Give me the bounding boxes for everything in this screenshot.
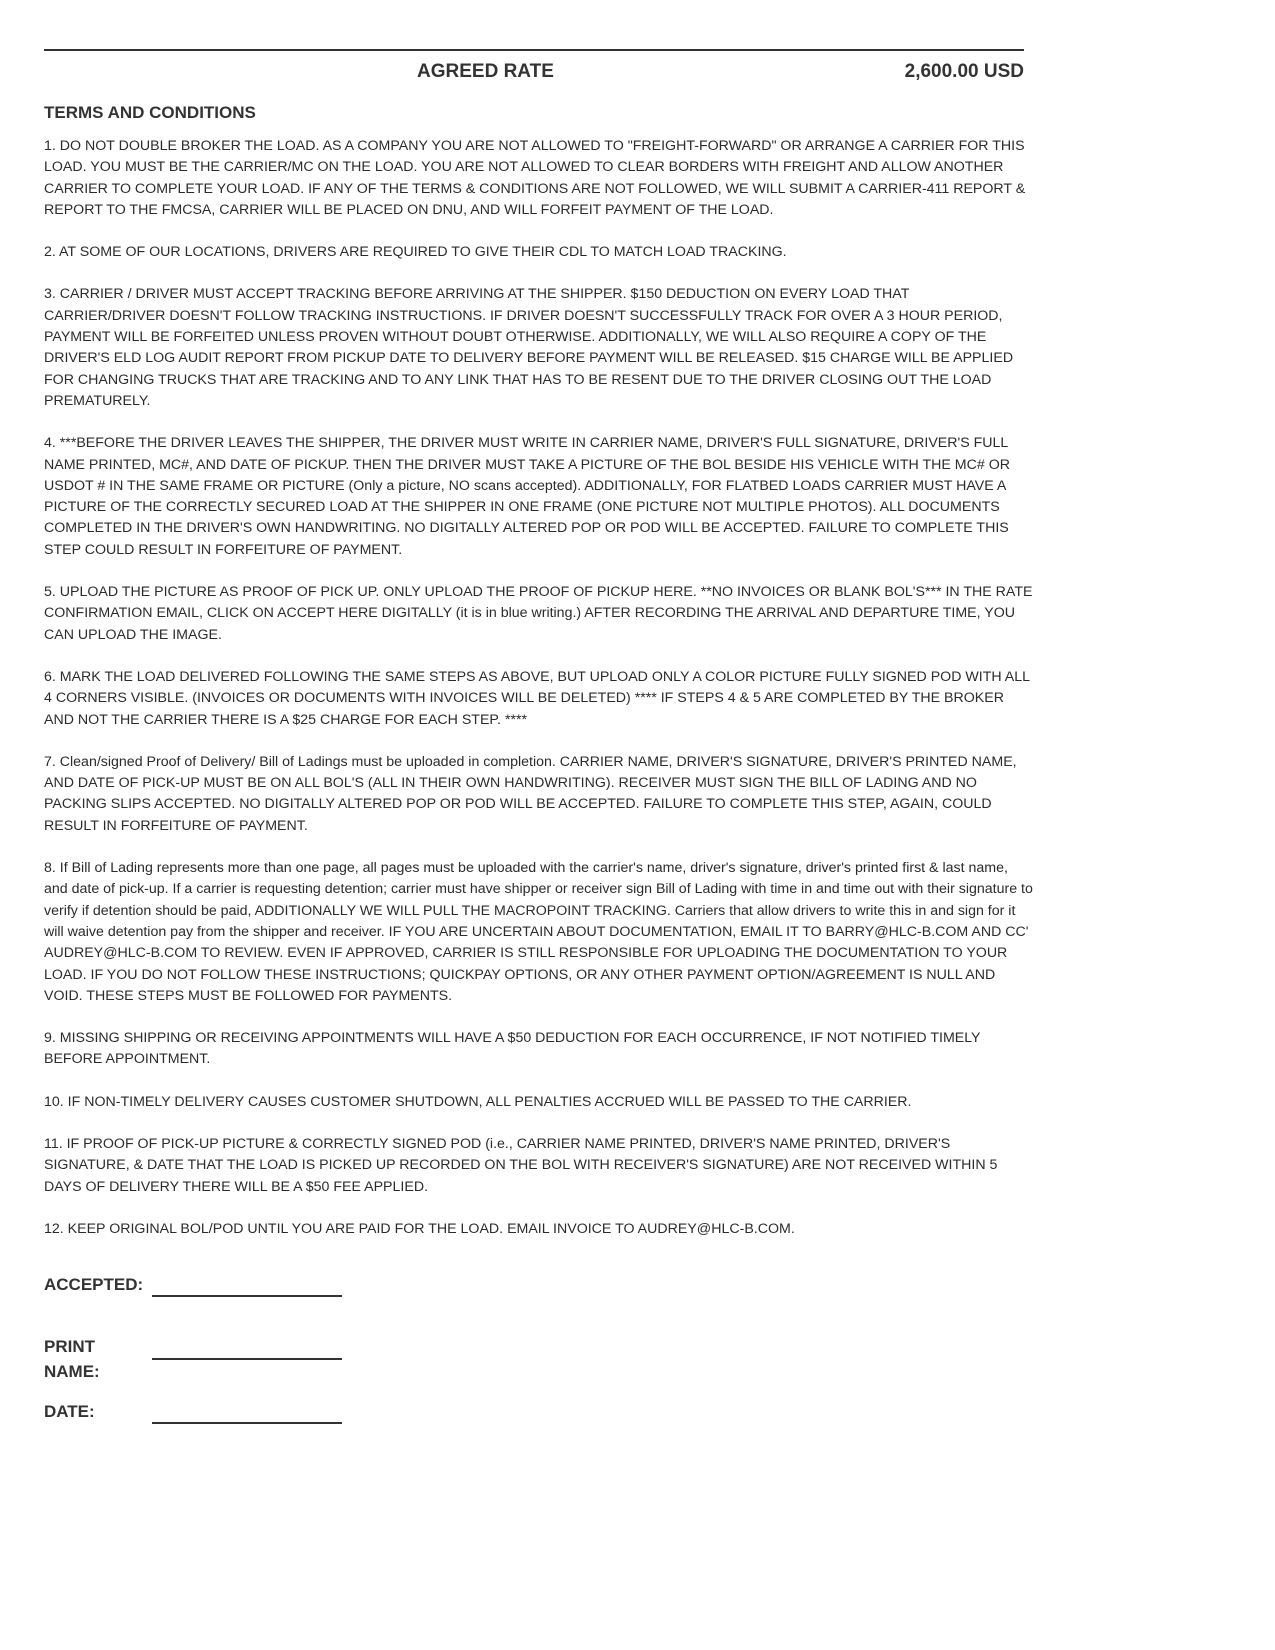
term-11: 11. IF PROOF OF PICK-UP PICTURE & CORRECTLY SIGNED POD (i.e., CARRIER NAME PRINTED, DRIVER'S NAME PRINTED, DRIVER'S SIGNATURE, & DATE THAT THE LOAD IS PICKED UP RECORDED ON THE BOL WITH RECEIVER'S SIGNATURE) ARE NOT RECEIVED WITHIN 5 DAYS OF DELIVERY THERE WILL BE A $50 FEE APPLIED. [44,1135,998,1195]
term-4: 4. ***BEFORE THE DRIVER LEAVES THE SHIPPER, THE DRIVER MUST WRITE IN CARRIER NAME, DRIVER'S FULL SIGNATURE, DRIVER'S FULL NAME PRINTED, MC#, AND DATE OF PICKUP. THEN THE DRIVER MUST TAKE A PICTURE OF THE BOL BESIDE HIS VEHICLE WITH THE MC# OR USDOT # IN THE SAME FRAME OR PICTURE (Only a picture, NO scans accepted). ADDITIONALLY, FOR FLATBED LOADS CARRIER MUST HAVE A PICTURE OF THE CORRECTLY SECURED LOAD AT THE SHIPPER IN ONE FRAME (ONE PICTURE NOT MULTIPLE PHOTOS). ALL DOCUMENTS COMPLETED IN THE DRIVER'S OWN HANDWRITING. NO DIGITALLY ALTERED POP OR POD WILL BE ACCEPTED. FAILURE TO COMPLETE THIS STEP COULD RESULT IN FORFEITURE OF PAYMENT. [44,435,1010,558]
agreed-rate-label: AGREED RATE [417,61,554,82]
term-1: 1. DO NOT DOUBLE BROKER THE LOAD. AS A COMPANY YOU ARE NOT ALLOWED TO "FREIGHT-FORWARD" OR ARRANGE A CARRIER FOR THIS LOAD. YOU MUST BE THE CARRIER/MC ON THE LOAD. YOU ARE NOT ALLOWED TO CLEAR BORDERS WITH FREIGHT AND ALLOW ANOTHER CARRIER TO COMPLETE YOUR LOAD. IF ANY OF THE TERMS & CONDITIONS ARE NOT FOLLOWED, WE WILL SUBMIT A CARRIER-411 REPORT & REPORT TO THE FMCSA, CARRIER WILL BE PLACED ON DNU, AND WILL FORFEIT PAYMENT OF THE LOAD. [44,138,1026,218]
print-name-label-line2: NAME: [44,1362,100,1381]
term-5: 5. UPLOAD THE PICTURE AS PROOF OF PICK UP. ONLY UPLOAD THE PROOF OF PICKUP HERE. **NO INVOICES OR BLANK BOL'S*** IN THE RATE CONFIRMATION EMAIL, CLICK ON ACCEPT HERE DIGITALLY (it is in blue writing.) AFTER RECORDING THE ARRIVAL AND DEPARTURE TIME, YOU CAN UPLOAD THE IMAGE. [44,584,1033,643]
term-7: 7. Clean/signed Proof of Delivery/ Bill of Ladings must be uploaded in completion. CARRIER NAME, DRIVER'S SIGNATURE, DRIVER'S PRINTED NAME, AND DATE OF PICK-UP MUST BE ON ALL BOL'S (ALL IN THEIR OWN HANDWRITING). RECEIVER MUST SIGN THE BILL OF LADING AND NO PACKING SLIPS ACCEPTED. NO DIGITALLY ALTERED POP OR POD WILL BE ACCEPTED. FAILURE TO COMPLETE THIS STEP, AGAIN, COULD RESULT IN FORFEITURE OF PAYMENT. [44,753,1017,834]
accepted-label: ACCEPTED: [44,1275,144,1294]
date-line[interactable] [152,1422,342,1424]
term-6: 6. MARK THE LOAD DELIVERED FOLLOWING THE SAME STEPS AS ABOVE, BUT UPLOAD ONLY A COLOR PICTURE FULLY SIGNED POD WITH ALL 4 CORNERS VISIBLE. (INVOICES OR DOCUMENTS WITH INVOICES WILL BE DELETED) **** IF STEPS 4 & 5 ARE COMPLETED BY THE BROKER AND NOT THE CARRIER THERE IS A $25 CHARGE FOR EACH STEP. **** [44,668,1030,728]
date-label: DATE: [44,1402,95,1421]
accepted-signature-line[interactable] [152,1295,342,1297]
top-divider [44,49,1024,51]
print-name-label-line1: PRINT [44,1337,95,1356]
agreed-rate-row [44,61,1024,89]
print-name-line[interactable] [152,1358,342,1360]
term-10: 10. IF NON-TIMELY DELIVERY CAUSES CUSTOMER SHUTDOWN, ALL PENALTIES ACCRUED WILL BE PASSED TO THE CARRIER. [44,1093,912,1110]
term-9: 9. MISSING SHIPPING OR RECEIVING APPOINTMENTS WILL HAVE A $50 DEDUCTION FOR EACH OCCURRENCE, IF NOT NOTIFIED TIMELY BEFORE APPOINTMENT. [44,1030,981,1068]
terms-list [44,136,1034,1261]
term-8: 8. If Bill of Lading represents more than one page, all pages must be uploaded with the carrier's name, driver's signature, driver's printed first & last name, and date of pick-up. If a carrier is requesting detention; carrier must have shipper or receiver sign Bill of Lading with time in and time out with their signature to verify if detention should be paid, ADDITIONALLY WE WILL PULL THE MACROPOINT TRACKING. Carriers that allow drivers to write this in and sign for it will waive detention pay from the shipper and receiver. IF YOU ARE UNCERTAIN ABOUT DOCUMENTATION, EMAIL IT TO BARRY@HLC-B.COM AND CC' AUDREY@HLC-B.COM TO REVIEW. EVEN IF APPROVED, CARRIER IS STILL RESPONSIBLE FOR UPLOADING THE DOCUMENTATION TO YOUR LOAD. IF YOU DO NOT FOLLOW THESE INSTRUCTIONS; QUICKPAY OPTIONS, OR ANY OTHER PAYMENT OPTION/AGREEMENT IS NULL AND VOID. THESE STEPS MUST BE FOLLOWED FOR PAYMENTS. [44,860,1033,1004]
term-12: 12. KEEP ORIGINAL BOL/POD UNTIL YOU ARE PAID FOR THE LOAD. EMAIL INVOICE TO AUDREY@HLC-B.COM. [44,1220,795,1237]
terms-heading: TERMS AND CONDITIONS [44,103,256,122]
term-3: 3. CARRIER / DRIVER MUST ACCEPT TRACKING BEFORE ARRIVING AT THE SHIPPER. $150 DEDUCTION ON EVERY LOAD THAT CARRIER/DRIVER DOESN'T FOLLOW TRACKING INSTRUCTIONS. IF DRIVER DOESN'T SUCCESSFULLY TRACK FOR OVER A 3 HOUR PERIOD, PAYMENT WILL BE FORFEITED UNLESS PROVEN WITHOUT DOUBT OTHERWISE. ADDITIONALLY, WE WILL ALSO REQUIRE A COPY OF THE DRIVER'S ELD LOG AUDIT REPORT FROM PICKUP DATE TO DELIVERY BEFORE PAYMENT WILL BE RELEASED. $15 CHARGE WILL BE APPLIED FOR CHANGING TRUCKS THAT ARE TRACKING AND TO ANY LINK THAT HAS TO BE RESENT DUE TO THE DRIVER CLOSING OUT THE LOAD PREMATURELY. [44,286,1014,409]
term-2: 2. AT SOME OF OUR LOCATIONS, DRIVERS ARE REQUIRED TO GIVE THEIR CDL TO MATCH LOAD TRACKING. [44,244,787,261]
agreed-rate-value: 2,600.00 USD [904,61,1024,82]
